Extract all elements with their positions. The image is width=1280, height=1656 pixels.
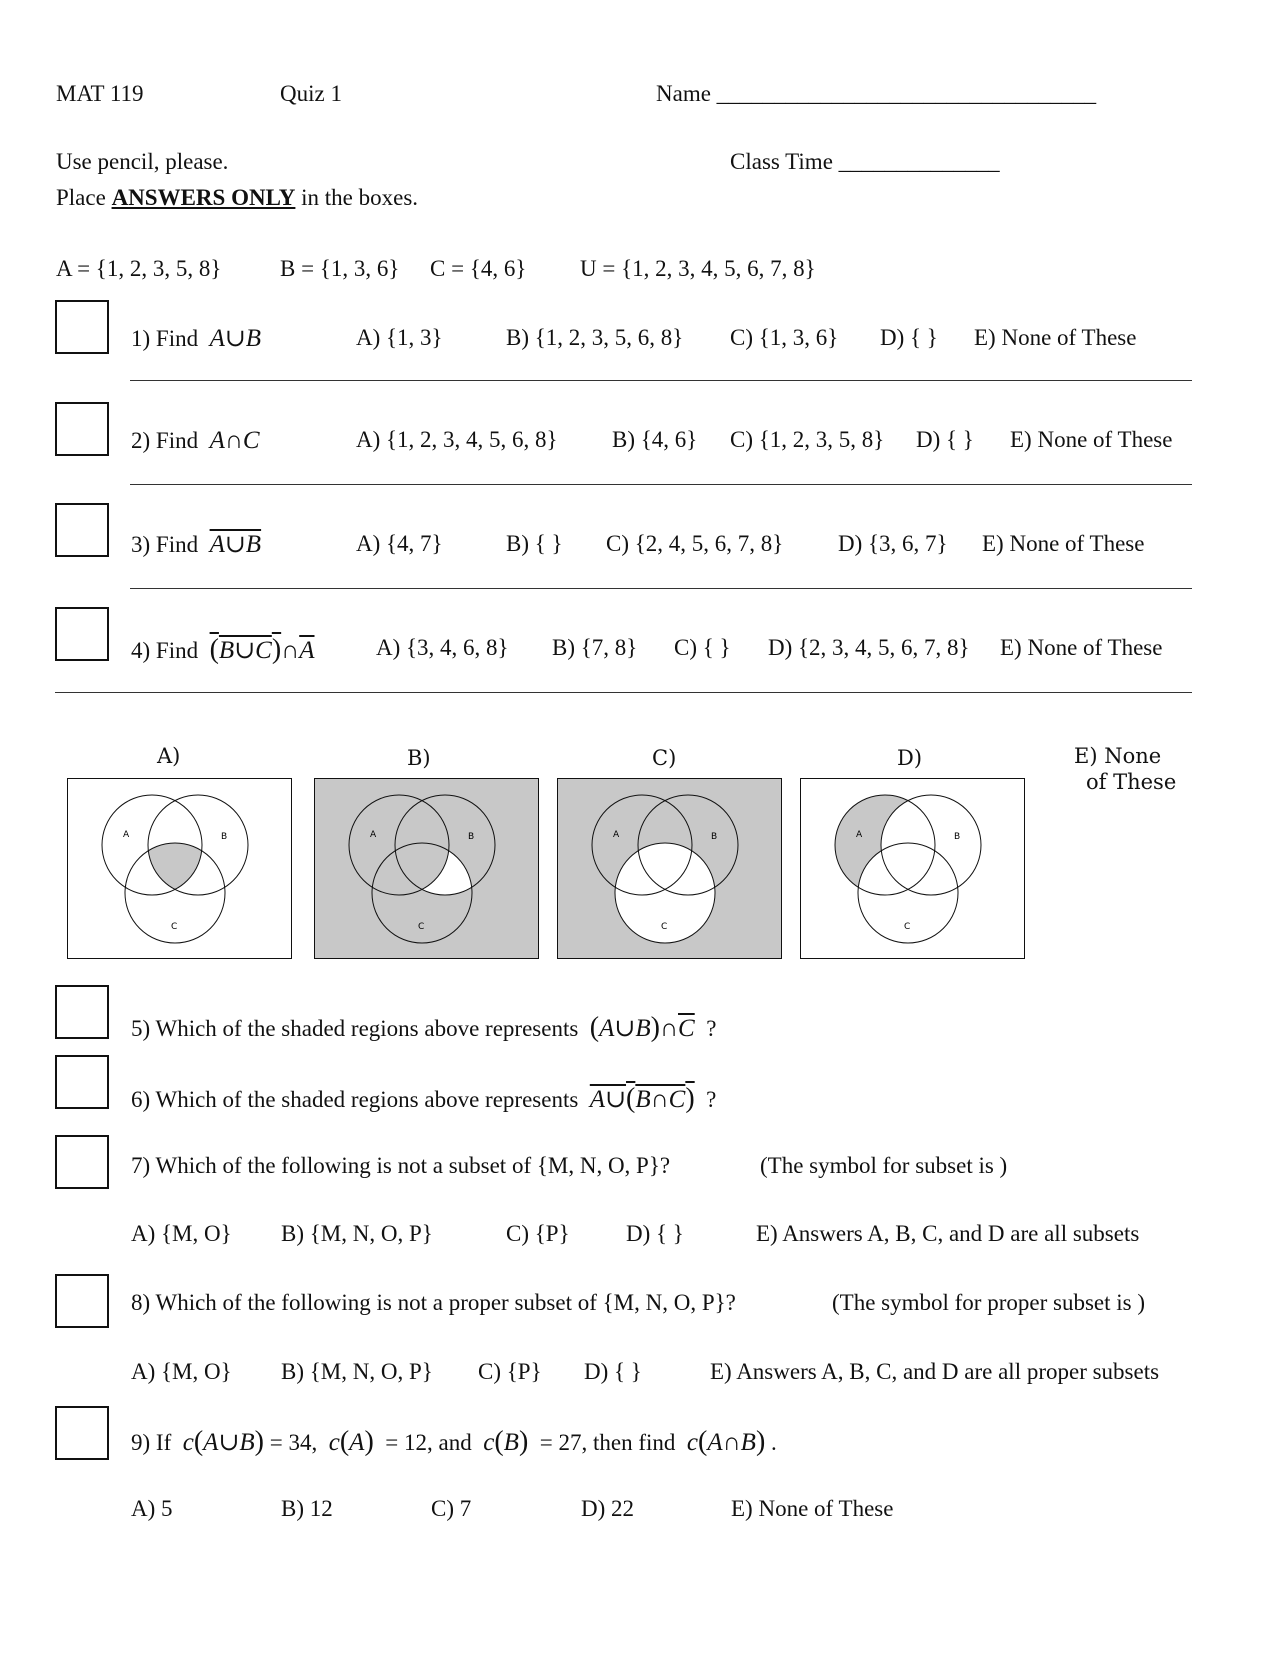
venn-diagram-a <box>67 778 292 959</box>
q3-choice-c: C) {2, 4, 5, 6, 7, 8} <box>606 531 784 556</box>
set-a: A = {1, 2, 3, 5, 8} <box>56 256 222 281</box>
set-label-b: B <box>221 832 228 842</box>
instruction-pencil: Use pencil, please. <box>56 149 229 174</box>
q7-choice-e: E) Answers A, B, C, and D are all subsets <box>756 1221 1140 1246</box>
q2-choice-a: A) {1, 2, 3, 4, 5, 6, 8} <box>356 427 558 452</box>
set-label-a: A <box>613 830 620 840</box>
q8-choice-b: B) {M, N, O, P} <box>281 1359 433 1384</box>
class-time-label: Class Time ______________ <box>730 149 1000 174</box>
venn-diagram-d <box>800 778 1025 959</box>
venn-none-label: E) None of These <box>1074 744 1177 794</box>
q9-choice-a: A) 5 <box>131 1496 173 1521</box>
answer-box-q8[interactable] <box>55 1274 109 1328</box>
course-code: MAT 119 <box>56 81 144 106</box>
q1-choice-d: D) { } <box>880 325 938 350</box>
q4-choice-c: C) { } <box>674 635 731 660</box>
q3-choice-b: B) { } <box>506 531 563 556</box>
q3-prompt: 3) Find A∪B <box>131 531 262 558</box>
set-label-a: A <box>856 830 863 840</box>
set-label-b: B <box>711 832 718 842</box>
set-label-c: C <box>904 922 911 932</box>
answer-box-q7[interactable] <box>55 1135 109 1189</box>
divider <box>130 484 1192 485</box>
q4-choice-d: D) {2, 3, 4, 5, 6, 7, 8} <box>768 635 970 660</box>
set-label-a: A <box>123 830 130 840</box>
venn-label-b: B) <box>407 746 431 770</box>
divider <box>130 380 1192 381</box>
answer-box-q2[interactable] <box>55 402 109 456</box>
q8-choice-c: C) {P} <box>478 1359 542 1384</box>
set-label-b: B <box>468 832 475 842</box>
answer-box-q6[interactable] <box>55 1055 109 1109</box>
q1-choice-a: A) {1, 3} <box>356 325 443 350</box>
q4-choice-e: E) None of These <box>1000 635 1163 660</box>
q7-choice-b: B) {M, N, O, P} <box>281 1221 433 1246</box>
q2-choice-d: D) { } <box>916 427 974 452</box>
set-label-a: A <box>370 830 377 840</box>
answer-box-q1[interactable] <box>55 300 109 354</box>
q9-prompt: 9) If c(A∪B) = 34, c(A) = 12, and c(B) = 27, then find c(A∩B) . <box>131 1426 777 1457</box>
q2-choice-c: C) {1, 2, 3, 5, 8} <box>730 427 885 452</box>
q2-prompt: 2) Find A∩C <box>131 427 260 454</box>
q2-choice-b: B) {4, 6} <box>612 427 698 452</box>
q8-choice-e: E) Answers A, B, C, and D are all proper subsets <box>710 1359 1160 1384</box>
q1-choice-c: C) {1, 3, 6} <box>730 325 839 350</box>
q4-choice-a: A) {3, 4, 6, 8} <box>376 635 509 660</box>
venn-diagram-c <box>557 778 782 959</box>
venn-label-a: A) <box>157 744 181 768</box>
set-label-c: C <box>171 922 178 932</box>
q4-choice-b: B) {7, 8} <box>552 635 638 660</box>
quiz-title: Quiz 1 <box>280 81 342 106</box>
q9-choice-d: D) 22 <box>581 1496 635 1521</box>
divider <box>130 588 1192 589</box>
venn-label-d: D) <box>897 746 923 770</box>
set-c: C = {4, 6} <box>430 256 527 281</box>
q4-prompt: 4) Find $(B\cup C)\cap\overline{A}$ <box>131 634 315 665</box>
instruction-answers: Place ANSWERS ONLY in the boxes. <box>56 185 419 210</box>
q8-choice-a: A) {M, O} <box>131 1359 232 1384</box>
answer-box-q5[interactable] <box>55 985 109 1039</box>
answer-box-q4[interactable] <box>55 607 109 661</box>
venn-diagram-b <box>314 778 539 959</box>
q7-choice-c: C) {P} <box>506 1221 570 1246</box>
q8-note: (The symbol for proper subset is ) <box>832 1290 1145 1315</box>
q3-choice-d: D) {3, 6, 7} <box>838 531 948 556</box>
q5-prompt: 5) Which of the shaded regions above represents $(A\cup B)\cap\overline{C}$ ? <box>131 1012 717 1043</box>
q9-choice-c: C) 7 <box>431 1496 472 1521</box>
q9-choice-b: B) 12 <box>281 1496 333 1521</box>
name-label: Name _________________________________ <box>656 81 1097 106</box>
q1-choice-b: B) {1, 2, 3, 5, 6, 8} <box>506 325 684 350</box>
q7-choice-d: D) { } <box>626 1221 684 1246</box>
venn-label-c: C) <box>652 746 677 770</box>
q7-choice-a: A) {M, O} <box>131 1221 232 1246</box>
q1-choice-e: E) None of These <box>974 325 1137 350</box>
q3-choice-e: E) None of These <box>982 531 1145 556</box>
class-time-field[interactable]: ______________ <box>838 149 1000 174</box>
set-u: U = {1, 2, 3, 4, 5, 6, 7, 8} <box>580 256 816 281</box>
set-label-c: C <box>661 922 668 932</box>
name-field[interactable]: _________________________________ <box>716 81 1097 106</box>
set-label-b: B <box>954 832 961 842</box>
q4-expression: (B∪C) <box>209 634 282 665</box>
q7-note: (The symbol for subset is ) <box>760 1153 1008 1178</box>
q3-choice-a: A) {4, 7} <box>356 531 443 556</box>
set-b: B = {1, 3, 6} <box>280 256 400 281</box>
q9-choice-e: E) None of These <box>731 1496 894 1521</box>
q6-prompt: 6) Which of the shaded regions above represents A∪(B∩C) ? <box>131 1083 717 1114</box>
set-label-c: C <box>418 922 425 932</box>
divider <box>55 692 1192 693</box>
q8-choice-d: D) { } <box>584 1359 642 1384</box>
q8-prompt: 8) Which of the following is not a proper subset of {M, N, O, P}? <box>131 1290 736 1315</box>
q1-prompt: 1) Find A∪B <box>131 325 262 352</box>
answer-box-q3[interactable] <box>55 503 109 557</box>
answer-box-q9[interactable] <box>55 1406 109 1460</box>
q7-prompt: 7) Which of the following is not a subset of {M, N, O, P}? <box>131 1153 671 1178</box>
q2-choice-e: E) None of These <box>1010 427 1173 452</box>
